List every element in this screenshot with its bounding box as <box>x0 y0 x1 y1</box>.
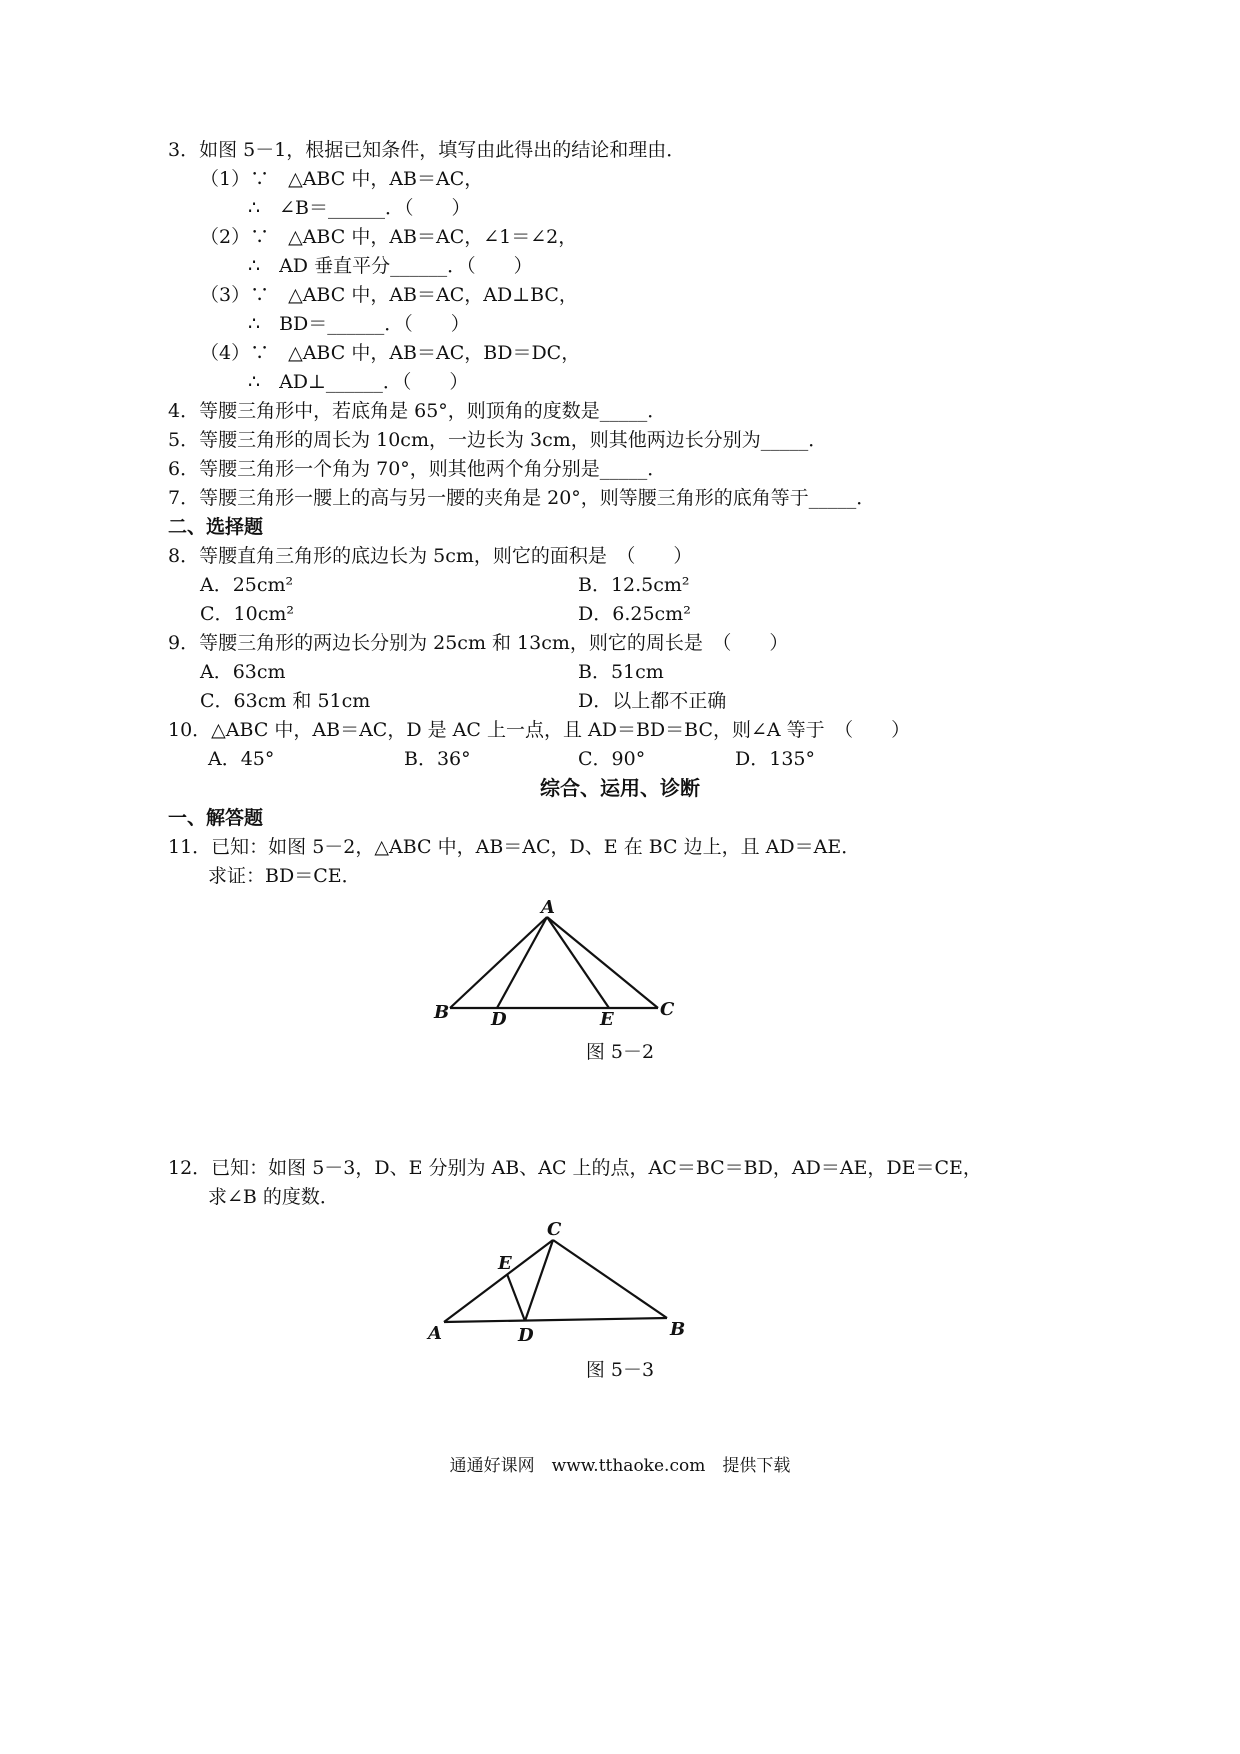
fig53-side-cb <box>553 1240 667 1318</box>
fig52-segment-ad <box>497 917 547 1008</box>
q3-part1-conclusion: ∴ ∠B＝______．（ ） <box>248 197 471 219</box>
q9-option-c: C．63cm 和 51cm <box>200 690 371 712</box>
q10-option-d: D．135° <box>735 748 815 770</box>
q3-part3-conclusion: ∴ BD＝______．（ ） <box>248 313 470 335</box>
q7: 7．等腰三角形一腰上的高与另一腰的夹角是 20°，则等腰三角形的底角等于_____． <box>168 487 876 509</box>
fig53-label-b: B <box>670 1319 686 1340</box>
q12-line1: 12．已知：如图 5－3，D、E 分别为 AB、AC 上的点，AC＝BC＝BD，AD＝AE，DE＝CE， <box>168 1157 982 1179</box>
q3-part2-given: （2）∵ △ABC 中，AB＝AC，∠1＝∠2， <box>200 226 578 248</box>
fig52-label-a: A <box>541 897 555 918</box>
fig52-side-ac <box>547 917 658 1008</box>
q3-part4-given: （4）∵ △ABC 中，AB＝AC，BD＝DC， <box>200 342 581 364</box>
q8-option-c: C．10cm² <box>200 603 294 625</box>
fig53-label-c: C <box>547 1219 562 1240</box>
q11-line2: 求证：BD＝CE． <box>208 865 361 887</box>
fig52-side-ab <box>450 917 547 1008</box>
q3-part1-given: （1）∵ △ABC 中，AB＝AC， <box>200 168 484 190</box>
footer-source: 通通好课网 www.tthaoke.com 提供下载 <box>449 1456 791 1476</box>
q9-stem: 9．等腰三角形的两边长分别为 25cm 和 13cm，则它的周长是 （ ） <box>168 632 789 654</box>
q8-stem: 8．等腰直角三角形的底边长为 5cm，则它的面积是 （ ） <box>168 545 693 567</box>
fig52-label-b: B <box>434 1002 450 1023</box>
q10-stem: 10．△ABC 中，AB＝AC，D 是 AC 上一点，且 AD＝BD＝BC，则∠A 等于 （ ） <box>168 719 911 741</box>
fig53-label-d: D <box>518 1325 534 1346</box>
q8-option-a: A．25cm² <box>200 574 294 596</box>
figure-5-3-caption: 图 5－3 <box>585 1359 655 1381</box>
fig53-side-ab <box>444 1318 667 1322</box>
figure-5-2-caption: 图 5－2 <box>585 1041 655 1063</box>
fig52-label-e: E <box>600 1009 614 1030</box>
part-title: 综合、运用、诊断 <box>540 776 700 800</box>
fig53-segment-cd <box>525 1240 553 1321</box>
fig53-segment-ed <box>507 1274 525 1321</box>
q9-option-d: D．以上都不正确 <box>578 690 727 712</box>
q3-part4-conclusion: ∴ AD⊥______．（ ） <box>248 371 469 393</box>
q10-option-b: B．36° <box>404 748 471 770</box>
q10-option-c: C．90° <box>578 748 646 770</box>
section-solve-heading: 一、解答题 <box>168 807 264 829</box>
fig53-label-a: A <box>428 1323 442 1344</box>
q10-option-a: A．45° <box>208 748 275 770</box>
fig52-segment-ae <box>547 917 609 1008</box>
q8-option-d: D．6.25cm² <box>578 603 691 625</box>
figure-5-3 <box>420 1218 720 1353</box>
q4: 4．等腰三角形中，若底角是 65°，则顶角的度数是_____． <box>168 400 667 422</box>
figure-5-2 <box>420 895 720 1035</box>
q8-option-b: B．12.5cm² <box>578 574 690 596</box>
fig52-label-c: C <box>660 999 675 1020</box>
q12-line2: 求∠B 的度数． <box>208 1186 339 1208</box>
fig53-label-e: E <box>498 1253 512 1274</box>
q9-option-b: B．51cm <box>578 661 664 683</box>
fig52-label-d: D <box>491 1009 507 1030</box>
q9-option-a: A．63cm <box>200 661 286 683</box>
q3-stem: 3．如图 5－1，根据已知条件，填写由此得出的结论和理由． <box>168 139 686 161</box>
q3-part2-conclusion: ∴ AD 垂直平分______．（ ） <box>248 255 533 277</box>
q3-part3-given: （3）∵ △ABC 中，AB＝AC，AD⊥BC， <box>200 284 578 306</box>
q6: 6．等腰三角形一个角为 70°，则其他两个角分别是_____． <box>168 458 667 480</box>
q5: 5．等腰三角形的周长为 10cm，一边长为 3cm，则其他两边长分别为_____． <box>168 429 828 451</box>
q11-line1: 11．已知：如图 5－2，△ABC 中，AB＝AC，D、E 在 BC 边上，且 AD＝AE． <box>168 836 861 858</box>
section-choice-heading: 二、选择题 <box>168 516 264 538</box>
